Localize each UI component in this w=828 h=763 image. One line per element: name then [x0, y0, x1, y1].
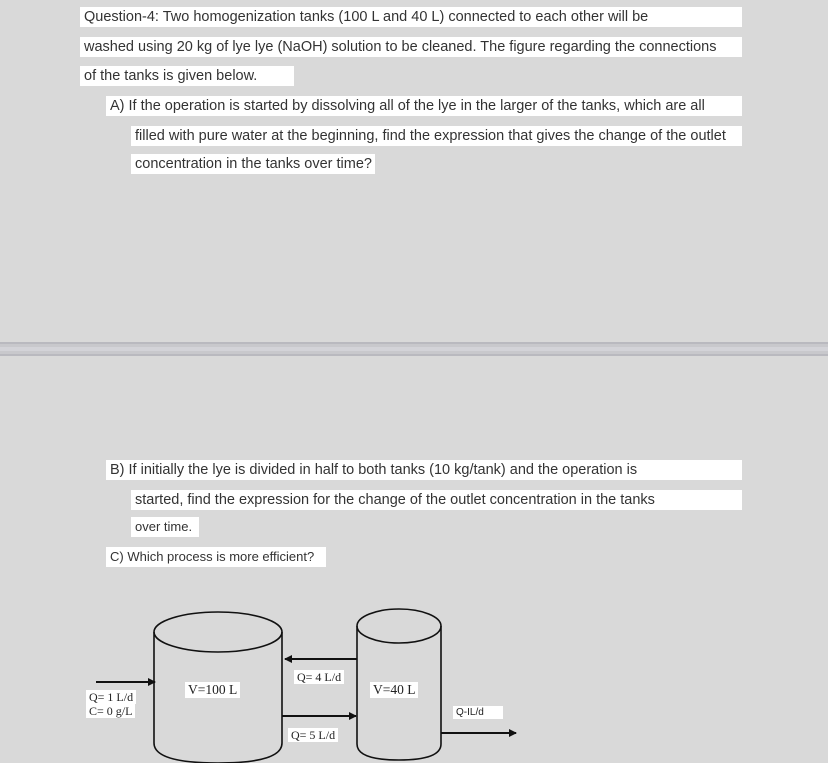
- outlet-flow-label: Q-IL/d: [453, 706, 503, 719]
- part-b-line-1: B) If initially the lye is divided in half to both tanks (10 kg/tank) and the operation is: [106, 460, 742, 480]
- tank-large-volume-label: V=100 L: [185, 682, 240, 698]
- return-flow-label: Q= 4 L/d: [294, 670, 344, 684]
- question-intro-line-3: of the tanks is given below.: [80, 66, 294, 86]
- page-divider: [0, 342, 828, 356]
- inlet-concentration-label: C= 0 g/L: [86, 704, 135, 718]
- forward-flow-label: Q= 5 L/d: [288, 728, 338, 742]
- part-b-line-2: started, find the expression for the change of the outlet concentration in the tanks: [131, 490, 742, 510]
- part-a-line-2: filled with pure water at the beginning, find the expression that gives the change of the outlet: [131, 126, 742, 146]
- tank-diagram: [0, 560, 828, 763]
- part-b-line-3: over time.: [131, 517, 199, 537]
- inlet-flow-label: Q= 1 L/d: [86, 690, 136, 704]
- part-a-line-3: concentration in the tanks over time?: [131, 154, 375, 174]
- question-intro-line-2: washed using 20 kg of lye lye (NaOH) solution to be cleaned. The figure regarding the connections: [80, 37, 742, 57]
- part-c-line: C) Which process is more efficient?: [106, 547, 326, 567]
- question-intro-line-1: Question-4: Two homogenization tanks (100 L and 40 L) connected to each other will be: [80, 7, 742, 27]
- part-a-line-1: A) If the operation is started by dissolving all of the lye in the larger of the tanks, which are all: [106, 96, 742, 116]
- tank-small-volume-label: V=40 L: [370, 682, 418, 698]
